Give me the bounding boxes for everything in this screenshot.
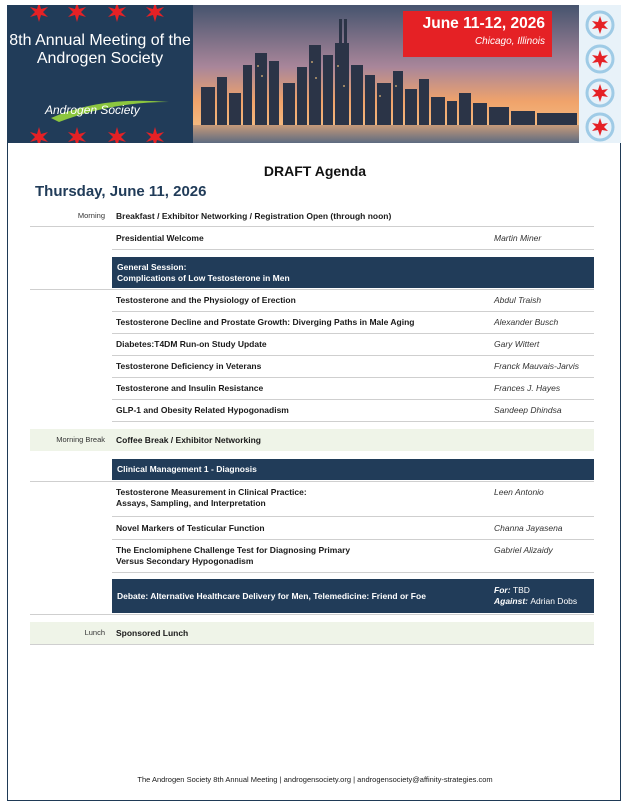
footer-website-link[interactable]: androgensociety.org	[283, 775, 352, 784]
row-divider	[30, 644, 594, 645]
debate-against-label: Against:	[494, 596, 528, 606]
star-icon	[145, 127, 165, 143]
session-header-title: General Session:	[117, 262, 187, 272]
footer-separator: |	[279, 775, 282, 784]
session-header-title: Debate: Alternative Healthcare Delivery for Men, Telemedicine: Friend or Foe	[117, 591, 426, 601]
debate-for-label: For:	[494, 585, 511, 595]
star-icon	[107, 127, 127, 143]
session-title: Testosterone Decline and Prostate Growth: Diverging Paths in Male Aging	[116, 317, 415, 327]
debate-against-name: Adrian Dobs	[530, 596, 578, 606]
session-title-line1: The Enclomiphene Challenge Test for Diagnosing Primary	[116, 545, 351, 555]
footer	[0, 775, 630, 784]
row-divider	[112, 421, 594, 422]
session-title: Coffee Break / Exhibitor Networking	[116, 435, 261, 445]
day-heading: Thursday, June 11, 2026	[35, 183, 207, 200]
session-title: Diabetes:T4DM Run-on Study Update	[116, 339, 267, 349]
session-title: Breakfast / Exhibitor Networking / Registration Open (through noon)	[116, 211, 392, 221]
speaker-name: Sandeep Dhindsa	[494, 405, 562, 415]
session-title: Novel Markers of Testicular Function	[116, 523, 265, 533]
footer-separator: |	[353, 775, 356, 784]
row-divider	[30, 614, 594, 615]
event-date-box	[403, 11, 552, 57]
row-divider	[112, 377, 594, 378]
speaker-name: Frances J. Hayes	[494, 383, 561, 393]
row-divider	[112, 355, 594, 356]
session-title	[116, 545, 350, 567]
speaker-name: Gary Wittert	[494, 339, 540, 349]
star-icon	[29, 5, 49, 22]
row-divider	[112, 333, 594, 334]
row-divider	[30, 481, 594, 482]
header-banner	[7, 5, 621, 143]
row-divider	[112, 311, 594, 312]
session-header-title: Clinical Management 1 - Diagnosis	[117, 464, 257, 474]
session-title: Testosterone and Insulin Resistance	[116, 383, 264, 393]
org-logo-text: Androgen Society	[45, 103, 140, 117]
session-title	[116, 487, 307, 509]
agenda-title: DRAFT Agenda	[263, 163, 367, 179]
session-title: Sponsored Lunch	[116, 628, 189, 638]
session-title-line1: Testosterone Measurement in Clinical Practice:	[116, 487, 307, 497]
time-label: Morning Break	[56, 435, 105, 444]
session-title: Presidential Welcome	[116, 233, 204, 243]
session-title-line2: Versus Secondary Hypogonadism	[116, 556, 254, 566]
footer-text: The Androgen Society 8th Annual Meeting	[137, 775, 278, 784]
row-divider	[112, 249, 594, 250]
speaker-name: Leen Antonio	[494, 487, 544, 497]
session-title-line2: Assays, Sampling, and Interpretation	[116, 498, 266, 508]
speaker-name: Alexander Busch	[494, 317, 559, 327]
org-title: 8th Annual Meeting of the Androgen Society	[9, 32, 191, 67]
session-title: Testosterone Deficiency in Veterans	[116, 361, 262, 371]
speaker-name: Martin Miner	[494, 233, 542, 243]
star-icon	[29, 127, 49, 143]
session-header-clinical	[112, 459, 594, 480]
session-title: GLP-1 and Obesity Related Hypogonadism	[116, 405, 289, 415]
speaker-name: Gabriel Alizaidy	[494, 545, 553, 555]
session-title: Testosterone and the Physiology of Erection	[116, 295, 296, 305]
row-divider	[30, 289, 594, 290]
session-header-debate	[112, 579, 594, 613]
star-icon	[145, 5, 165, 22]
row-divider	[30, 226, 594, 227]
session-header-subtitle: Complications of Low Testosterone in Men	[117, 273, 290, 283]
speaker-name: Abdul Traish	[494, 295, 542, 305]
chicago-tile-pattern	[579, 5, 621, 143]
footer-email-link[interactable]: androgensociety@affinity-strategies.com	[357, 775, 493, 784]
org-panel	[7, 5, 193, 143]
speaker-name: Channa Jayasena	[494, 523, 563, 533]
lunch-band	[30, 622, 594, 644]
star-icon	[107, 5, 127, 22]
star-icon	[67, 127, 87, 143]
speaker-name: Franck Mauvais-Jarvis	[494, 361, 580, 371]
row-divider	[112, 539, 594, 540]
session-header-general	[112, 257, 594, 288]
row-divider	[112, 572, 594, 573]
event-dates: June 11-12, 2026	[422, 15, 545, 32]
star-icon	[67, 5, 87, 22]
debate-for-name: TBD	[512, 585, 530, 595]
row-divider	[112, 516, 594, 517]
time-label: Lunch	[84, 628, 105, 637]
time-label: Morning	[77, 211, 105, 220]
row-divider	[112, 399, 594, 400]
event-location: Chicago, Illinois	[474, 36, 545, 47]
break-band	[30, 429, 594, 451]
